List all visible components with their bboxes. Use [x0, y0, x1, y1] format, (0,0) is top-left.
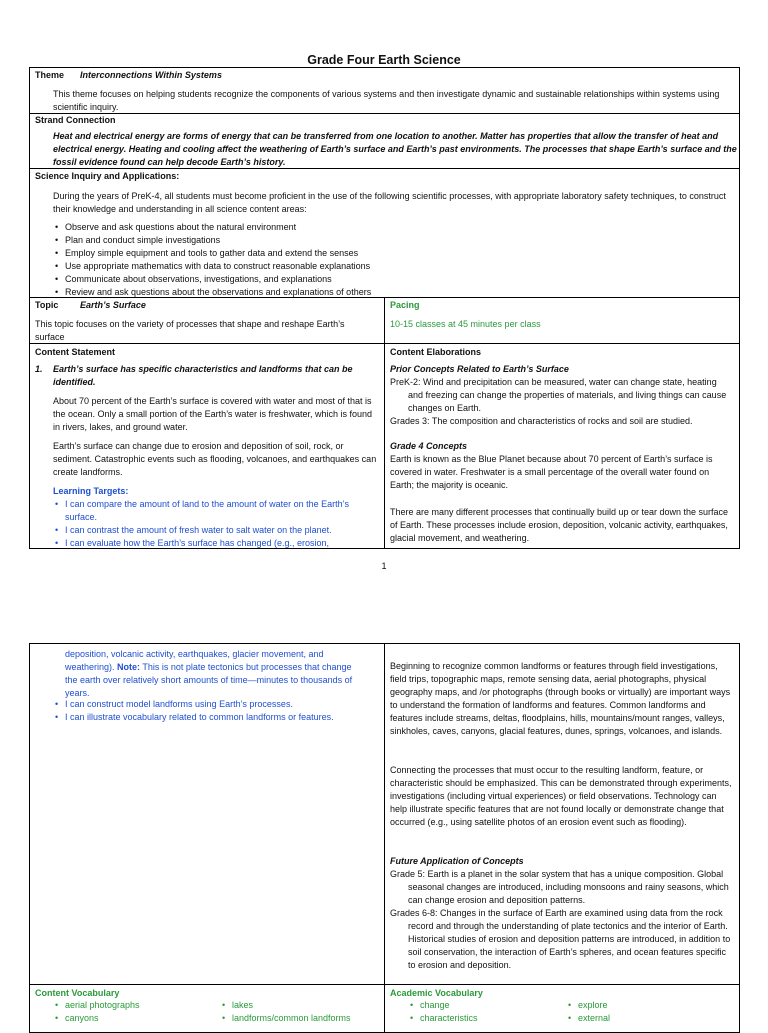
- elaboration-paragraph: Connecting the processes that must occur to the resulting landform, feature, or characteristic should be emphasized. This can be demonstrated through experiments, investigations (including virtual experiences) or field observations. Technology can help illustrate specific features that are not found locally or demonstrate change that occurred (e.g., using satellite photos of an erosion event such as flooding).: [390, 765, 732, 827]
- list-item: • Use appropriate mathematics with data to construct reasonable explanations: [53, 260, 733, 273]
- theme-value: Interconnections Within Systems: [80, 70, 222, 80]
- statement-paragraph: Earth’s surface can change due to erosion and deposition of soil, rock, or sediment. Catastrophic events such as flooding, volcanoes, and earthquakes can create landforms.: [53, 441, 377, 477]
- list-item: • canyons: [53, 1012, 203, 1025]
- grade4-paragraph: There are many different processes that continually build up or tear down the surface of Earth. These processes include erosion, deposition, volcanic activity, earthquakes, glacial movement, and weathering.: [390, 507, 729, 543]
- future-application-list: [390, 868, 735, 972]
- list-item: • I can contrast the amount of fresh water to salt water on the planet.: [53, 524, 373, 537]
- topic-label: Topic: [35, 300, 59, 310]
- list-item: • characteristics: [408, 1012, 548, 1025]
- page-number: 1: [381, 561, 387, 571]
- prior-concepts-heading: Prior Concepts Related to Earth’s Surface: [390, 364, 569, 374]
- statement-text: Earth’s surface has specific characteristics and landforms that can be identified.: [53, 364, 353, 387]
- list-item: • I can illustrate vocabulary related to common landforms or features.: [53, 711, 383, 724]
- theme-label: Theme: [35, 70, 65, 80]
- pacing-value: 10-15 classes at 45 minutes per class: [390, 319, 541, 329]
- topic-value: Earth’s Surface: [80, 300, 146, 310]
- content-vocabulary-label: Content Vocabulary: [35, 988, 120, 998]
- content-statement-label: Content Statement: [35, 347, 116, 357]
- elaboration-paragraph: Beginning to recognize common landforms or features through field investigations, field trips, topographic maps, remote sensing data, aerial photographs, physical geography maps, and /or photographs (through books or virtually) are important ways to understand the formation of landforms and features. Common landforms and features include streams, deltas, floodplains, hills, mountains/mount ranges, valleys, sinkholes, caves, canyons, glacial features, dunes, springs, volcanoes, and islands.: [390, 661, 731, 736]
- page-title: Grade Four Earth Science: [307, 53, 461, 67]
- inquiry-process-list: [53, 221, 733, 299]
- prior-concepts-list: [390, 376, 730, 428]
- note-text: This is not plate tectonics but processes that change the earth over relatively short amounts of time—minutes to thousands of years.: [65, 662, 353, 698]
- learning-targets-list: [53, 498, 373, 550]
- list-item: • I can construct model landforms using Earth’s processes.: [53, 698, 383, 711]
- list-item: • change: [408, 999, 548, 1012]
- list-item: • Communicate about observations, investigations, and explanations: [53, 273, 733, 286]
- divider: [384, 297, 385, 549]
- list-item: • Observe and ask questions about the natural environment: [53, 221, 733, 234]
- list-item: • lakes: [220, 999, 380, 1012]
- statement-paragraph: About 70 percent of the Earth’s surface is covered with water and most of that is the ocean. Only a small portion of the Earth’s water is freshwater, which is found in rivers, lakes, and ground water.: [53, 396, 372, 432]
- academic-vocabulary-label: Academic Vocabulary: [390, 988, 483, 998]
- inquiry-label: Science Inquiry and Applications:: [35, 171, 180, 181]
- list-item: Grades 6-8: Changes in the surface of Earth are examined using data from the rock record and through the understanding of plate tectonics and the interior of Earth. Historical studies of erosion and deposition patterns are introduced, in addition to soil conservation, the interaction of Earth’s spheres, and ocean features specific to erosion and deposition.: [390, 908, 731, 970]
- statement-number: 1.: [35, 364, 43, 374]
- divider: [384, 643, 385, 1033]
- list-item: Grade 5: Earth is a planet in the solar system that has a unique composition. Global seasonal changes are introduced, including monsoons and rainy seasons, which can change erosion and deposition patterns.: [390, 869, 729, 905]
- content-vocabulary-list: [53, 999, 203, 1025]
- grade4-concepts-heading: Grade 4 Concepts: [390, 441, 468, 451]
- strand-description: Heat and electrical energy are forms of energy that can be transferred from one location to another. Matter has properties that allow the transfer of heat and electrical energy. Heating and cooling affect the weathering of Earth’s surface and Earth’s past environments. The processes that shape Earth’s surface and the fossil evidence found can help decode Earth’s history.: [53, 131, 737, 167]
- learning-targets-list: [53, 698, 383, 724]
- list-item: Grades 3: The composition and characteristics of rocks and soil are studied.: [390, 416, 693, 426]
- theme-description: This theme focuses on helping students recognize the components of various systems and then investigate dynamic and sustainable relationships within systems using scientific inquiry.: [53, 89, 720, 112]
- list-item: • Plan and conduct simple investigations: [53, 234, 733, 247]
- content-vocabulary-list: [220, 999, 380, 1025]
- topic-description: This topic focuses on the variety of processes that shape and reshape Earth’s surface: [35, 319, 345, 342]
- inquiry-intro: During the years of PreK-4, all students must become proficient in the use of the following scientific processes, with appropriate laboratory safety techniques, to construct their knowledge and understanding in all science content areas:: [53, 191, 726, 214]
- divider: [29, 984, 740, 985]
- grade4-paragraph: Earth is known as the Blue Planet because about 70 percent of Earth’s surface is covered in water. Freshwater is a small percentage of the overall water found on Earth; the majority is oceanic.: [390, 454, 713, 490]
- academic-vocabulary-list: [408, 999, 548, 1025]
- future-application-heading: Future Application of Concepts: [390, 856, 524, 866]
- note-label: Note:: [117, 662, 141, 672]
- learning-target-continued: [65, 648, 365, 700]
- list-item: • Review and ask questions about the observations and explanations of others: [53, 286, 733, 299]
- learning-targets-label: Learning Targets:: [53, 486, 129, 496]
- academic-vocabulary-list: [566, 999, 706, 1025]
- content-statement-heading: [35, 363, 383, 389]
- content-elaborations-label: Content Elaborations: [390, 347, 482, 357]
- strand-label: Strand Connection: [35, 115, 116, 125]
- list-item: • I can compare the amount of land to the amount of water on the Earth’s surface.: [53, 498, 373, 524]
- target-continuation: deposition, volcanic activity, earthquakes, glacier movement, and weathering).: [65, 649, 324, 672]
- pacing-label: Pacing: [390, 300, 420, 310]
- list-item: • external: [566, 1012, 706, 1025]
- list-item: • aerial photographs: [53, 999, 203, 1012]
- list-item: PreK-2: Wind and precipitation can be measured, water can change state, heating and freezing can change the properties of materials, and living things can cause changes on Earth.: [390, 377, 727, 413]
- list-item: • I can evaluate how the Earth’s surface has changed (e.g., erosion,: [53, 537, 373, 550]
- list-item: • Employ simple equipment and tools to gather data and extend the senses: [53, 247, 733, 260]
- list-item: • landforms/common landforms: [220, 1012, 380, 1025]
- list-item: • explore: [566, 999, 706, 1012]
